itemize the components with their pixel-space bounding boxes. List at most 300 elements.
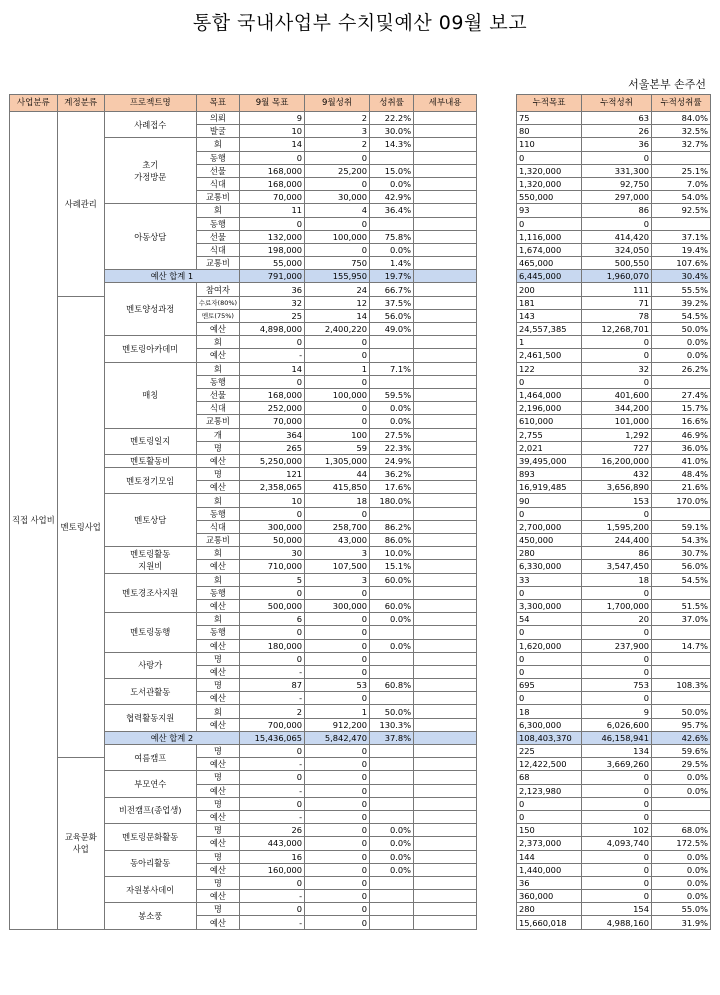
monthly-target-cell: 364 xyxy=(240,428,305,441)
cumulative-rate-cell: 59.1% xyxy=(652,520,711,533)
unit-cell: 의뢰 xyxy=(196,112,239,125)
monthly-target-cell: 0 xyxy=(240,151,305,164)
unit-cell: 예산 xyxy=(196,916,239,929)
monthly-achieved-cell: 912,200 xyxy=(305,718,370,731)
monthly-target-cell: 132,000 xyxy=(240,230,305,243)
detail-cell xyxy=(414,599,477,612)
cumulative-rate-cell: 54.5% xyxy=(652,573,711,586)
monthly-achieved-cell: 0 xyxy=(305,784,370,797)
unit-cell: 명 xyxy=(196,441,239,454)
cumulative-rate-cell: 84.0% xyxy=(652,112,711,125)
cumulative-rate-cell: 29.5% xyxy=(652,758,711,771)
cumulative-target-cell: 450,000 xyxy=(517,534,582,547)
project-name-cell: 멘토상담 xyxy=(104,494,196,547)
monthly-target-cell: 87 xyxy=(240,679,305,692)
cumulative-achieved-cell: 0 xyxy=(582,876,652,889)
achievement-rate-cell: 7.1% xyxy=(370,362,414,375)
cumulative-rate-cell: 108.3% xyxy=(652,679,711,692)
achievement-rate-cell xyxy=(370,784,414,797)
cumulative-target-cell: 0 xyxy=(517,626,582,639)
detail-cell xyxy=(414,520,477,533)
achievement-rate-cell: 56.0% xyxy=(370,309,414,322)
project-name-cell: 멘토링활동 지원비 xyxy=(104,547,196,573)
table-row xyxy=(517,824,711,837)
detail-cell xyxy=(414,692,477,705)
header-cell: 9월성취 xyxy=(305,95,370,112)
achievement-rate-cell: 37.8% xyxy=(370,731,414,744)
detail-cell xyxy=(414,270,477,283)
detail-cell xyxy=(414,494,477,507)
header-cell: 목표 xyxy=(196,95,239,112)
table-row xyxy=(517,639,711,652)
cumulative-target-cell: 12,422,500 xyxy=(517,758,582,771)
detail-cell xyxy=(414,336,477,349)
cumulative-rate-cell: 0.0% xyxy=(652,876,711,889)
cumulative-target-cell: 0 xyxy=(517,692,582,705)
monthly-target-cell: 700,000 xyxy=(240,718,305,731)
monthly-achieved-cell: 750 xyxy=(305,257,370,270)
cumulative-rate-cell: 42.6% xyxy=(652,731,711,744)
achievement-rate-cell: 15.0% xyxy=(370,164,414,177)
detail-cell xyxy=(414,771,477,784)
cumulative-achieved-cell: 71 xyxy=(582,296,652,309)
achievement-rate-cell: 75.8% xyxy=(370,230,414,243)
cumulative-rate-cell: 55.5% xyxy=(652,283,711,296)
unit-cell: 식대 xyxy=(196,177,239,190)
monthly-target-cell: 265 xyxy=(240,441,305,454)
cumulative-rate-cell: 0.0% xyxy=(652,784,711,797)
monthly-achieved-cell: 0 xyxy=(305,415,370,428)
cumulative-rate-cell: 0.0% xyxy=(652,336,711,349)
unit-cell: 명 xyxy=(196,824,239,837)
detail-cell xyxy=(414,810,477,823)
achievement-rate-cell: 180.0% xyxy=(370,494,414,507)
project-name-cell: 봉소풍 xyxy=(104,903,196,929)
cumulative-achieved-cell: 753 xyxy=(582,679,652,692)
table-row xyxy=(517,876,711,889)
detail-cell xyxy=(414,665,477,678)
detail-cell xyxy=(414,731,477,744)
cumulative-achieved-cell: 0 xyxy=(582,652,652,665)
detail-cell xyxy=(414,586,477,599)
cumulative-achieved-cell: 0 xyxy=(582,797,652,810)
cumulative-target-cell: 0 xyxy=(517,586,582,599)
cumulative-target-cell: 2,196,000 xyxy=(517,402,582,415)
cumulative-target-cell: 6,445,000 xyxy=(517,270,582,283)
detail-cell xyxy=(414,745,477,758)
detail-cell xyxy=(414,243,477,256)
table-row xyxy=(517,323,711,336)
monthly-target-cell: - xyxy=(240,810,305,823)
monthly-target-cell: 16 xyxy=(240,850,305,863)
table-row xyxy=(517,283,711,296)
monthly-achieved-cell: 1,305,000 xyxy=(305,454,370,467)
monthly-target-cell: 0 xyxy=(240,586,305,599)
header-cell: 세부내용 xyxy=(414,95,477,112)
table-row xyxy=(517,679,711,692)
unit-cell: 식대 xyxy=(196,243,239,256)
achievement-rate-cell xyxy=(370,745,414,758)
monthly-achieved-cell: 0 xyxy=(305,903,370,916)
detail-cell xyxy=(414,112,477,125)
unit-cell: 선물 xyxy=(196,230,239,243)
monthly-target-cell: 180,000 xyxy=(240,639,305,652)
cumulative-achieved-cell: 0 xyxy=(582,151,652,164)
cumulative-target-cell: 143 xyxy=(517,309,582,322)
unit-cell: 식대 xyxy=(196,402,239,415)
header-cell: 누적성취률 xyxy=(652,95,711,112)
unit-cell: 명 xyxy=(196,468,239,481)
table-row xyxy=(517,560,711,573)
monthly-achieved-cell: 18 xyxy=(305,494,370,507)
cumulative-target-cell: 68 xyxy=(517,771,582,784)
cumulative-achieved-cell: 18 xyxy=(582,573,652,586)
cumulative-achieved-cell: 101,000 xyxy=(582,415,652,428)
header-cell: 9월 목표 xyxy=(240,95,305,112)
cumulative-target-cell: 110 xyxy=(517,138,582,151)
table-row xyxy=(517,349,711,362)
achievement-rate-cell: 60.8% xyxy=(370,679,414,692)
cumulative-target-cell: 36 xyxy=(517,876,582,889)
achievement-rate-cell xyxy=(370,375,414,388)
cumulative-target-cell: 54 xyxy=(517,613,582,626)
cumulative-rate-cell: 27.4% xyxy=(652,388,711,401)
detail-cell xyxy=(414,547,477,560)
unit-cell: 회 xyxy=(196,362,239,375)
monthly-achieved-cell: 0 xyxy=(305,243,370,256)
unit-cell: 예산 xyxy=(196,454,239,467)
unit-cell: 개 xyxy=(196,428,239,441)
achievement-rate-cell: 60.0% xyxy=(370,573,414,586)
monthly-target-cell: 0 xyxy=(240,903,305,916)
monthly-achieved-cell: 100,000 xyxy=(305,230,370,243)
table-row xyxy=(517,547,711,560)
cumulative-target-cell: 0 xyxy=(517,217,582,230)
detail-cell xyxy=(414,797,477,810)
detail-cell xyxy=(414,613,477,626)
achievement-rate-cell xyxy=(370,626,414,639)
cumulative-rate-cell: 50.0% xyxy=(652,323,711,336)
cumulative-target-cell: 2,123,980 xyxy=(517,784,582,797)
detail-cell xyxy=(414,125,477,138)
achievement-rate-cell: 0.0% xyxy=(370,177,414,190)
table-row xyxy=(517,494,711,507)
table-row xyxy=(10,758,477,771)
cumulative-rate-cell: 32.5% xyxy=(652,125,711,138)
monthly-target-cell: 252,000 xyxy=(240,402,305,415)
monthly-achieved-cell: 59 xyxy=(305,441,370,454)
cumulative-target-cell: 90 xyxy=(517,494,582,507)
monthly-achieved-cell: 0 xyxy=(305,402,370,415)
table-row xyxy=(517,784,711,797)
unit-cell: 회 xyxy=(196,204,239,217)
cumulative-target-cell: 280 xyxy=(517,547,582,560)
unit-cell: 수료자(80%) xyxy=(196,296,239,309)
unit-cell: 명 xyxy=(196,850,239,863)
monthly-achieved-cell: 100,000 xyxy=(305,388,370,401)
monthly-target-cell: 0 xyxy=(240,626,305,639)
table-row xyxy=(517,481,711,494)
detail-cell xyxy=(414,573,477,586)
cumulative-achieved-cell: 4,988,160 xyxy=(582,916,652,929)
detail-cell xyxy=(414,837,477,850)
monthly-target-cell: 443,000 xyxy=(240,837,305,850)
achievement-rate-cell: 0.0% xyxy=(370,415,414,428)
monthly-target-cell: 168,000 xyxy=(240,177,305,190)
cumulative-target-cell: 150 xyxy=(517,824,582,837)
cumulative-achieved-cell: 3,656,890 xyxy=(582,481,652,494)
table-row xyxy=(517,534,711,547)
cumulative-rate-cell: 0.0% xyxy=(652,890,711,903)
achievement-rate-cell: 17.6% xyxy=(370,481,414,494)
monthly-target-cell: 0 xyxy=(240,507,305,520)
monthly-achieved-cell: 100 xyxy=(305,428,370,441)
monthly-target-cell: 30 xyxy=(240,547,305,560)
monthly-target-cell: 160,000 xyxy=(240,863,305,876)
monthly-achieved-cell: 24 xyxy=(305,283,370,296)
cumulative-rate-cell: 16.6% xyxy=(652,415,711,428)
achievement-rate-cell: 10.0% xyxy=(370,547,414,560)
header-cell: 계정분류 xyxy=(57,95,104,112)
achievement-rate-cell: 1.4% xyxy=(370,257,414,270)
achievement-rate-cell: 30.0% xyxy=(370,125,414,138)
cumulative-rate-cell: 59.6% xyxy=(652,745,711,758)
monthly-target-cell: 2 xyxy=(240,705,305,718)
unit-cell: 회 xyxy=(196,547,239,560)
cumulative-target-cell: 0 xyxy=(517,810,582,823)
table-row xyxy=(517,890,711,903)
cumulative-achieved-cell: 92,750 xyxy=(582,177,652,190)
monthly-target-cell: 11 xyxy=(240,204,305,217)
detail-cell xyxy=(414,441,477,454)
cumulative-target-cell: 0 xyxy=(517,151,582,164)
cumulative-target-cell: 16,919,485 xyxy=(517,481,582,494)
cumulative-target-cell: 1,320,000 xyxy=(517,164,582,177)
unit-cell: 회 xyxy=(196,573,239,586)
cumulative-rate-cell: 54.3% xyxy=(652,534,711,547)
achievement-rate-cell xyxy=(370,903,414,916)
monthly-target-cell: 70,000 xyxy=(240,415,305,428)
unit-cell: 예산 xyxy=(196,810,239,823)
unit-cell: 예산 xyxy=(196,599,239,612)
cumulative-target-cell: 465,000 xyxy=(517,257,582,270)
project-name-cell: 매칭 xyxy=(104,362,196,428)
monthly-achieved-cell: 0 xyxy=(305,507,370,520)
cumulative-achieved-cell: 324,050 xyxy=(582,243,652,256)
table-row xyxy=(517,362,711,375)
unit-cell: 예산 xyxy=(196,481,239,494)
monthly-achieved-cell: 0 xyxy=(305,771,370,784)
achievement-rate-cell xyxy=(370,771,414,784)
table-row xyxy=(517,837,711,850)
table-row xyxy=(517,758,711,771)
unit-cell: 교통비 xyxy=(196,415,239,428)
monthly-achieved-cell: 0 xyxy=(305,217,370,230)
monthly-target-cell: 55,000 xyxy=(240,257,305,270)
cumulative-achieved-cell: 500,550 xyxy=(582,257,652,270)
monthly-target-cell: 0 xyxy=(240,336,305,349)
monthly-achieved-cell: 3 xyxy=(305,573,370,586)
cumulative-rate-cell xyxy=(652,151,711,164)
achievement-rate-cell: 0.0% xyxy=(370,639,414,652)
monthly-achieved-cell: 300,000 xyxy=(305,599,370,612)
monthly-achieved-cell: 5,842,470 xyxy=(305,731,370,744)
cumulative-target-cell: 1,464,000 xyxy=(517,388,582,401)
unit-cell: 교통비 xyxy=(196,257,239,270)
cumulative-achieved-cell: 154 xyxy=(582,903,652,916)
cumulative-rate-cell: 0.0% xyxy=(652,771,711,784)
monthly-achieved-cell: 0 xyxy=(305,336,370,349)
unit-cell: 동행 xyxy=(196,626,239,639)
unit-cell: 선물 xyxy=(196,164,239,177)
cumulative-rate-cell: 14.7% xyxy=(652,639,711,652)
budget-total-label: 예산 합계 2 xyxy=(104,731,239,744)
achievement-rate-cell: 42.9% xyxy=(370,191,414,204)
project-name-cell: 사랑가 xyxy=(104,652,196,678)
cumulative-rate-cell: 107.6% xyxy=(652,257,711,270)
detail-cell xyxy=(414,639,477,652)
achievement-rate-cell xyxy=(370,916,414,929)
cumulative-target-cell: 2,373,000 xyxy=(517,837,582,850)
table-row xyxy=(517,692,711,705)
detail-cell xyxy=(414,758,477,771)
unit-cell: 식대 xyxy=(196,520,239,533)
cumulative-rate-cell: 37.1% xyxy=(652,230,711,243)
cumulative-achieved-cell: 0 xyxy=(582,336,652,349)
cumulative-achieved-cell: 297,000 xyxy=(582,191,652,204)
business-category-cell: 직접 사업비 xyxy=(10,112,58,930)
table-row xyxy=(10,112,477,125)
table-row xyxy=(517,599,711,612)
monthly-target-cell: 32 xyxy=(240,296,305,309)
monthly-target-cell: 791,000 xyxy=(240,270,305,283)
project-name-cell: 협력활동지원 xyxy=(104,705,196,731)
table-row xyxy=(517,402,711,415)
monthly-target-cell: - xyxy=(240,349,305,362)
cumulative-achieved-cell: 1,700,000 xyxy=(582,599,652,612)
cumulative-target-cell: 18 xyxy=(517,705,582,718)
monthly-target-cell: - xyxy=(240,692,305,705)
achievement-rate-cell: 22.2% xyxy=(370,112,414,125)
monthly-achieved-cell: 0 xyxy=(305,639,370,652)
monthly-target-cell: - xyxy=(240,890,305,903)
cumulative-rate-cell: 55.0% xyxy=(652,903,711,916)
monthly-target-cell: 300,000 xyxy=(240,520,305,533)
detail-cell xyxy=(414,164,477,177)
monthly-target-cell: 0 xyxy=(240,797,305,810)
detail-cell xyxy=(414,863,477,876)
unit-cell: 회 xyxy=(196,705,239,718)
cumulative-target-cell: 75 xyxy=(517,112,582,125)
monthly-achieved-cell: 2 xyxy=(305,138,370,151)
monthly-target-cell: 70,000 xyxy=(240,191,305,204)
detail-cell xyxy=(414,652,477,665)
achievement-rate-cell xyxy=(370,586,414,599)
table-row xyxy=(517,665,711,678)
unit-cell: 명 xyxy=(196,903,239,916)
detail-cell xyxy=(414,903,477,916)
table-row xyxy=(517,718,711,731)
unit-cell: 동행 xyxy=(196,586,239,599)
cumulative-target-cell: 893 xyxy=(517,468,582,481)
cumulative-rate-cell: 19.4% xyxy=(652,243,711,256)
achievement-rate-cell: 59.5% xyxy=(370,388,414,401)
cumulative-achieved-cell: 46,158,941 xyxy=(582,731,652,744)
project-name-cell: 도서관활동 xyxy=(104,679,196,705)
monthly-achieved-cell: 4 xyxy=(305,204,370,217)
table-row xyxy=(517,441,711,454)
achievement-rate-cell: 86.0% xyxy=(370,534,414,547)
table-row xyxy=(517,797,711,810)
unit-cell: 명 xyxy=(196,876,239,889)
achievement-rate-cell: 36.4% xyxy=(370,204,414,217)
project-name-cell: 아동상담 xyxy=(104,204,196,270)
detail-cell xyxy=(414,375,477,388)
table-row xyxy=(517,138,711,151)
unit-cell: 교통비 xyxy=(196,534,239,547)
cumulative-rate-cell xyxy=(652,652,711,665)
cumulative-achieved-cell: 727 xyxy=(582,441,652,454)
achievement-rate-cell: 24.9% xyxy=(370,454,414,467)
project-name-cell: 부모연수 xyxy=(104,771,196,797)
table-row xyxy=(517,388,711,401)
table-row xyxy=(517,125,711,138)
table-row xyxy=(517,613,711,626)
cumulative-achieved-cell: 63 xyxy=(582,112,652,125)
monthly-achieved-cell: 0 xyxy=(305,837,370,850)
project-name-cell: 멘토양성과정 xyxy=(104,283,196,336)
detail-cell xyxy=(414,784,477,797)
cumulative-rate-cell: 0.0% xyxy=(652,349,711,362)
table-row xyxy=(517,916,711,929)
cumulative-target-cell: 2,021 xyxy=(517,441,582,454)
table-row xyxy=(517,177,711,190)
project-name-cell: 멘토경조사지원 xyxy=(104,573,196,613)
achievement-rate-cell xyxy=(370,507,414,520)
monthly-target-cell: - xyxy=(240,665,305,678)
report-title: 통합 국내사업부 수치및예산 09월 보고 xyxy=(192,12,528,34)
monthly-achieved-cell: 0 xyxy=(305,177,370,190)
table-row xyxy=(517,468,711,481)
cumulative-rate-cell xyxy=(652,375,711,388)
project-name-cell: 멘토활동비 xyxy=(104,454,196,467)
achievement-rate-cell: 14.3% xyxy=(370,138,414,151)
cumulative-target-cell: 2,700,000 xyxy=(517,520,582,533)
achievement-rate-cell: 0.0% xyxy=(370,243,414,256)
achievement-rate-cell: 86.2% xyxy=(370,520,414,533)
monthly-target-cell: 121 xyxy=(240,468,305,481)
achievement-rate-cell: 66.7% xyxy=(370,283,414,296)
monthly-achieved-cell: 12 xyxy=(305,296,370,309)
monthly-target-cell: 50,000 xyxy=(240,534,305,547)
cumulative-target-cell: 80 xyxy=(517,125,582,138)
achievement-rate-cell: 60.0% xyxy=(370,599,414,612)
monthly-table xyxy=(9,94,477,930)
cumulative-target-cell: 93 xyxy=(517,204,582,217)
unit-cell: 예산 xyxy=(196,560,239,573)
table-row xyxy=(517,243,711,256)
detail-cell xyxy=(414,283,477,296)
cumulative-rate-cell xyxy=(652,507,711,520)
cumulative-rate-cell: 51.5% xyxy=(652,599,711,612)
achievement-rate-cell: 0.0% xyxy=(370,402,414,415)
table-row xyxy=(517,586,711,599)
achievement-rate-cell: 0.0% xyxy=(370,824,414,837)
detail-cell xyxy=(414,151,477,164)
achievement-rate-cell: 50.0% xyxy=(370,705,414,718)
cumulative-target-cell: 122 xyxy=(517,362,582,375)
table-row xyxy=(517,270,711,283)
